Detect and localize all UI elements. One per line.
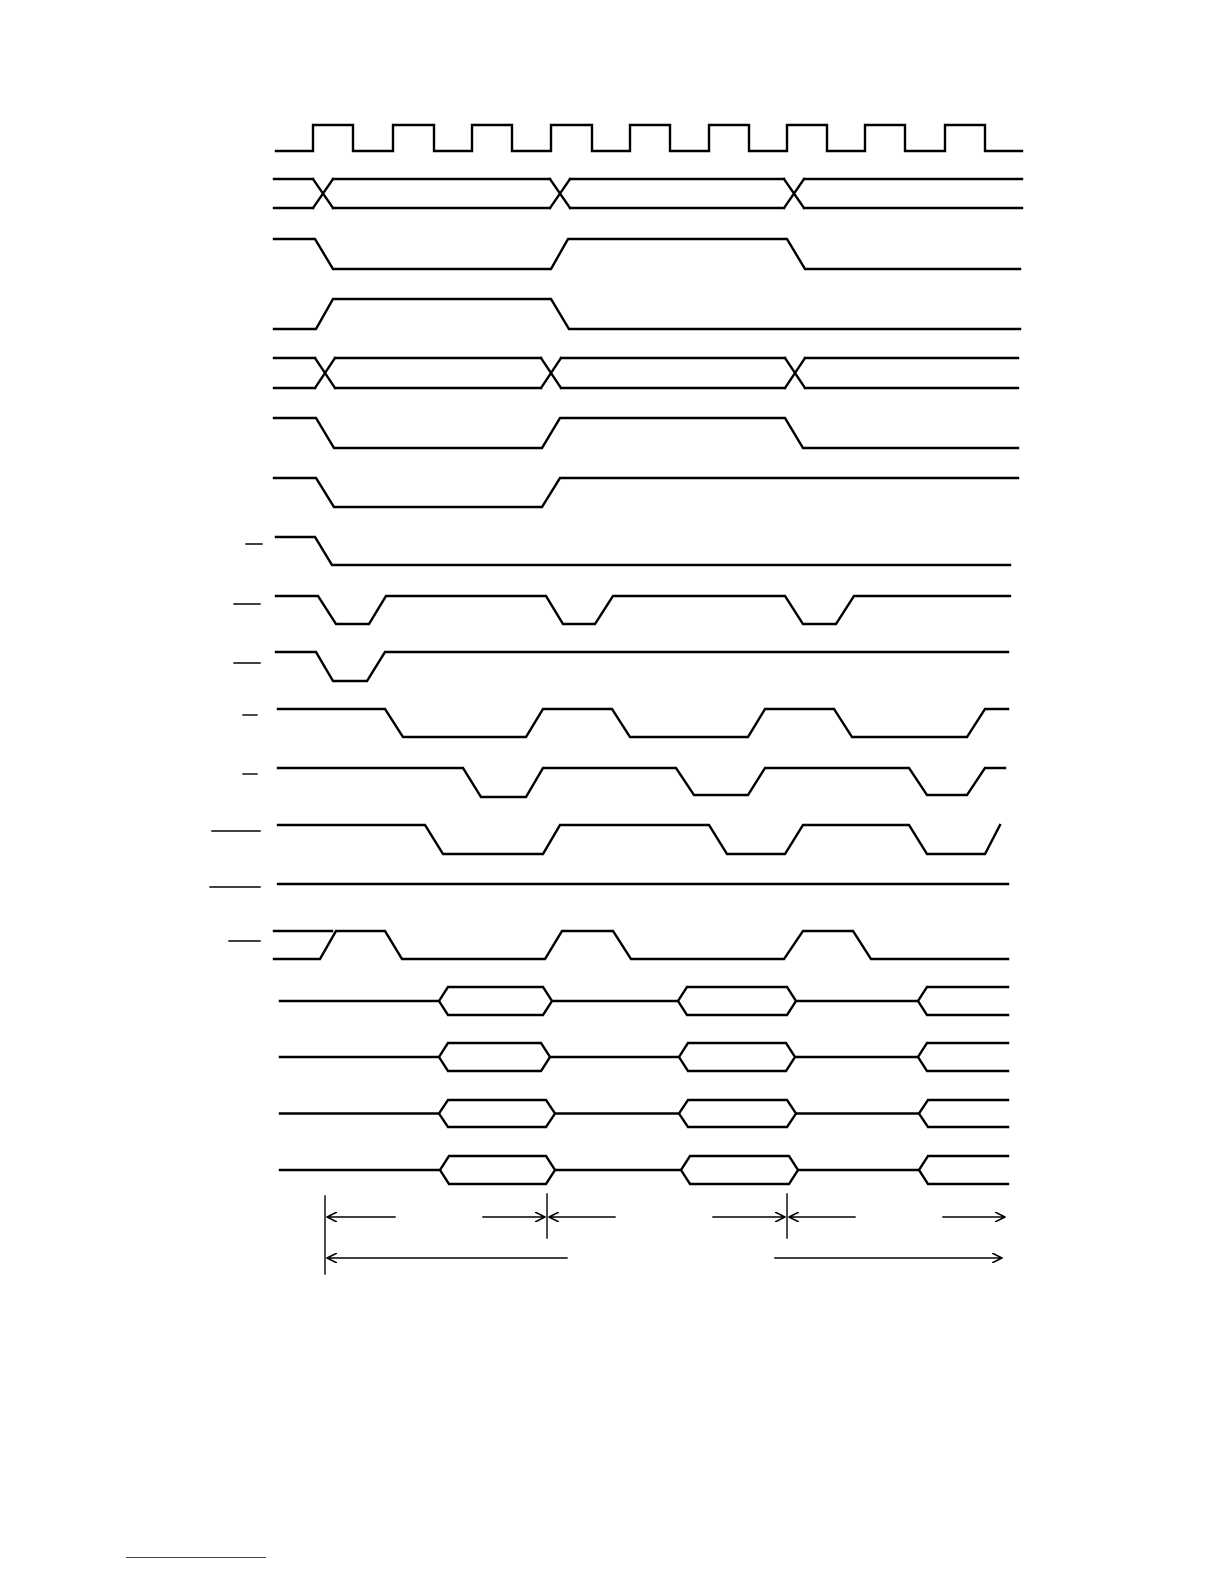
data-window-row-19-window-open	[919, 1156, 1008, 1184]
signal-row-13	[278, 825, 1000, 854]
data-window-row-16-window-open	[918, 987, 1008, 1015]
signal-row-7	[274, 478, 1018, 507]
data-window-row-19-window-1	[440, 1156, 555, 1184]
signal-row-12	[278, 768, 1005, 797]
signal-row-10	[276, 652, 1008, 681]
signal-row-9	[276, 596, 1010, 624]
signal-row-15	[274, 931, 1008, 959]
signal-row-4	[274, 299, 1020, 329]
data-window-row-16-window-2	[678, 987, 796, 1015]
data-window-row-17-window-2	[679, 1043, 795, 1071]
data-window-row-19-window-2	[681, 1156, 798, 1184]
data-window-row-18-window-1	[439, 1100, 555, 1127]
signal-row-3	[274, 239, 1020, 269]
data-window-row-16-window-1	[439, 987, 552, 1015]
clock-waveform	[276, 125, 1022, 151]
signal-row-8	[276, 537, 1010, 565]
data-window-row-17-window-1	[439, 1043, 550, 1071]
data-window-row-18-window-2	[679, 1100, 796, 1127]
signal-row-11	[278, 709, 1008, 737]
footer-link-underline[interactable]	[126, 1557, 266, 1558]
signal-row-6	[274, 418, 1018, 448]
data-window-row-18-window-open	[919, 1100, 1008, 1127]
data-window-row-17-window-open	[918, 1043, 1008, 1071]
diagram-layer	[210, 125, 1022, 1274]
